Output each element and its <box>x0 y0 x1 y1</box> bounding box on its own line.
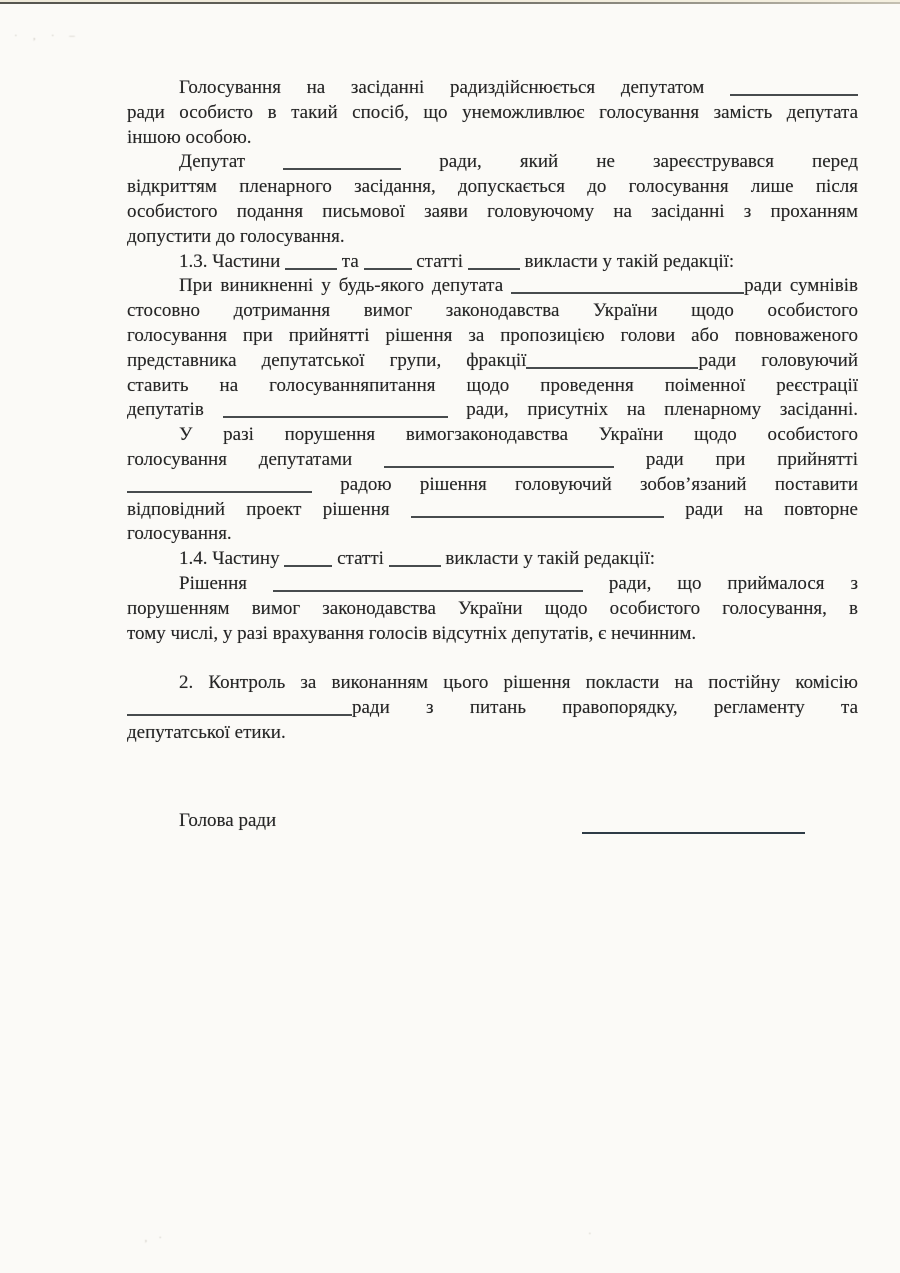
document-line: особистого подання письмової заяви головуючому на засіданні з проханням <box>127 200 858 222</box>
blank-underline <box>389 552 441 567</box>
document-line: ради з питань правопорядку, регламенту та <box>127 696 858 721</box>
document-line: 1.3. Частини та статті викласти у такій редакції: <box>179 250 735 272</box>
signature-line <box>582 818 805 834</box>
blank-underline <box>468 255 520 270</box>
scan-edge <box>0 0 900 4</box>
blank-underline <box>283 155 401 170</box>
document-line: представника депутатської групи, фракції ради головуючий <box>127 349 858 371</box>
signature-label: Голова ради <box>179 810 277 831</box>
blank-underline <box>526 354 698 369</box>
blank-underline <box>411 503 664 518</box>
document-line: допустити до голосування. <box>127 225 345 247</box>
document-line: У разі порушення вимогзаконодавства України щодо особистого <box>179 424 858 446</box>
document-line: іншою особою. <box>127 126 252 148</box>
document-line: ставить на голосуванняпитання щодо проведення поіменної реєстрації <box>127 374 858 396</box>
blank-underline <box>511 279 744 294</box>
document-line: стосовно дотримання вимог законодавства України щодо особистого <box>127 300 858 322</box>
blank-underline <box>285 255 337 270</box>
blank-underline <box>284 552 332 567</box>
document-line: Голосування на засіданні радиздійснюється депутатом <box>127 76 858 101</box>
document-line: депутатів ради, присутніх на пленарному засіданні. <box>127 399 858 421</box>
document-body <box>127 76 858 746</box>
document-line: голосування. <box>127 523 232 545</box>
blank-underline <box>223 403 448 418</box>
document-line: тому числі, у разі врахування голосів відсутніх депутатів, є нечинним. <box>127 622 697 644</box>
blank-underline <box>730 81 858 96</box>
blank-underline <box>384 453 614 468</box>
document-line: ради особисто в такий спосіб, що унеможливлює голосування замість депутата <box>127 101 858 123</box>
document-line: депутатської етики. <box>127 721 286 743</box>
blank-underline <box>127 478 312 493</box>
pencil-mark: ‚ · <box>144 1232 167 1244</box>
blank-underline <box>127 701 352 716</box>
blank-underline <box>364 255 412 270</box>
pencil-mark: · <box>588 1228 598 1240</box>
document-line: радою рішення головуючий зобов’язаний поставити <box>127 473 858 498</box>
document-line: 2. Контроль за виконанням цього рішення покласти на постійну комісію <box>179 672 858 694</box>
document-line: голосування при прийнятті рішення за пропозицією голови або повноваженого <box>127 324 858 346</box>
document-line: голосування депутатами ради при прийнятті <box>127 448 858 470</box>
document-line: порушенням вимог законодавства України щодо особистого голосування, в <box>127 597 858 619</box>
blank-underline <box>273 577 583 592</box>
document-line: 1.4. Частину статті викласти у такій редакції: <box>179 548 656 570</box>
pencil-mark: · ‚ · – <box>14 30 81 42</box>
document-line: відповідний проект рішення ради на повторне <box>127 498 858 520</box>
document-line: Рішення ради, що приймалося з <box>179 572 858 594</box>
document-line: відкриттям пленарного засідання, допускається до голосування лише після <box>127 176 858 198</box>
document-line: При виникненні у будь-якого депутата ради сумнівів <box>179 275 858 297</box>
document-line: Депутат ради, який не зареєструвався перед <box>179 151 858 173</box>
